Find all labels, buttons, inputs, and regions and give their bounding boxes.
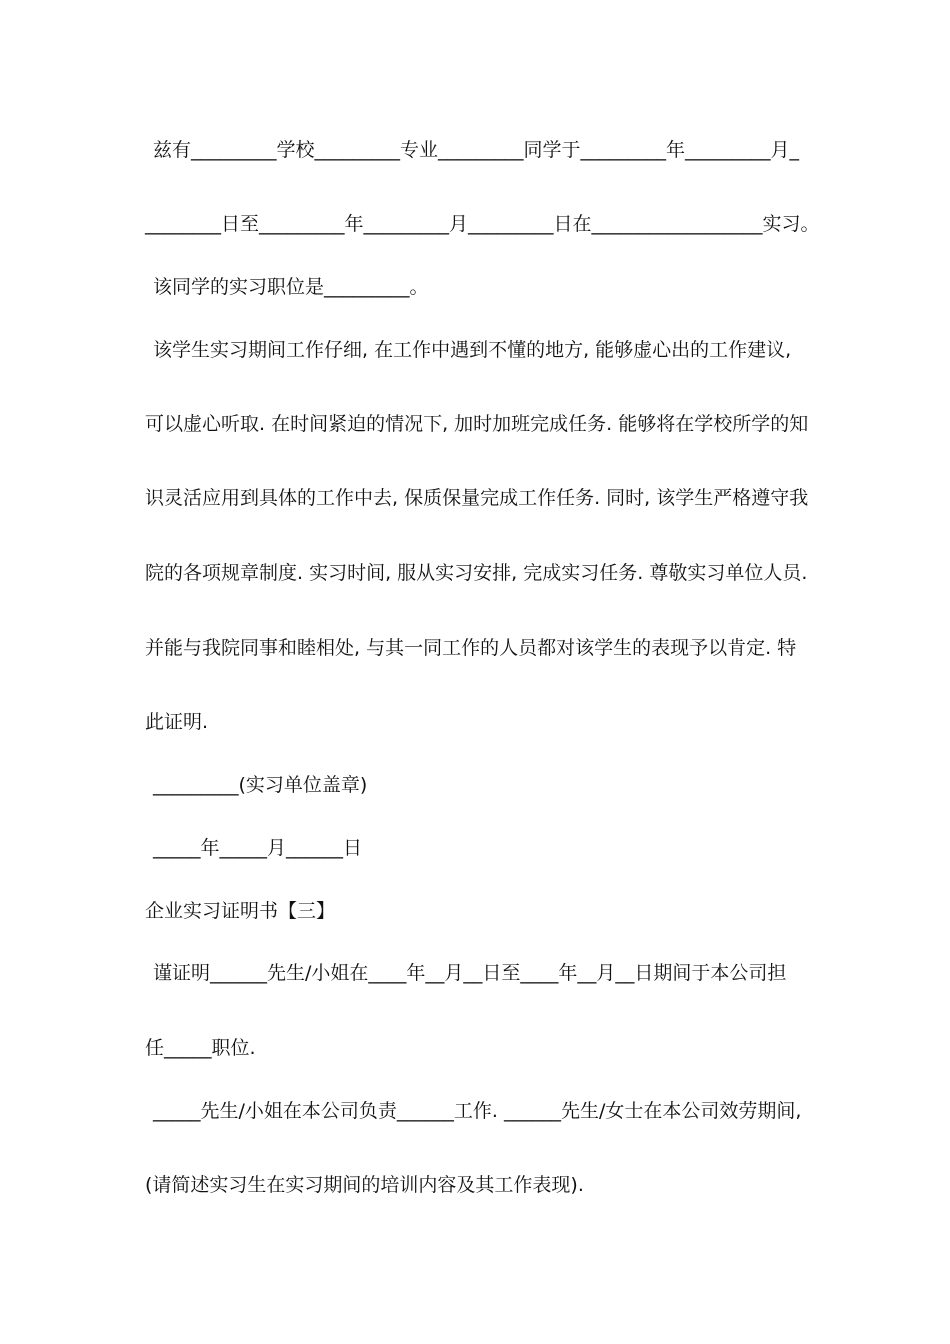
text-line-15: _____先生/小姐在本公司负责______工作. ______先生/女士在本公司效劳期间,	[153, 1100, 802, 1122]
text-line-7: 院的各项规章制度. 实习时间, 服从实习安排, 完成实习任务. 尊敬实习单位人员.	[145, 562, 808, 584]
text-line-14: 任_____职位.	[145, 1037, 256, 1059]
text-line-6: 识灵活应用到具体的工作中去, 保质保量完成工作任务. 同时, 该学生严格遵守我	[145, 487, 809, 509]
text-line-5: 可以虚心听取. 在时间紧迫的情况下, 加时加班完成任务. 能够将在学校所学的知	[145, 413, 809, 435]
text-line-4: 该学生实习期间工作仔细, 在工作中遇到不懂的地方, 能够虚心出的工作建议,	[153, 339, 792, 361]
text-line-8: 并能与我院同事和睦相处, 与其一同工作的人员都对该学生的表现予以肯定. 特	[145, 637, 797, 659]
section-title: 企业实习证明书【三】	[145, 900, 336, 922]
text-line-13: 谨证明______先生/小姐在____年__月__日至____年__月__日期间于本公司担	[153, 962, 787, 984]
text-line-3: 该同学的实习职位是_________。	[153, 276, 429, 298]
text-line-1: 兹有_________学校_________专业_________同学于_________年_________月_	[153, 139, 800, 161]
seal-line: _________(实习单位盖章)	[153, 774, 368, 796]
text-line-9: 此证明.	[145, 711, 209, 733]
date-line: _____年_____月______日	[153, 837, 363, 859]
text-line-16: (请简述实习生在实习期间的培训内容及其工作表现).	[145, 1174, 584, 1196]
text-line-2: ________日至_________年_________月_________日在__________________实习。	[145, 213, 820, 235]
